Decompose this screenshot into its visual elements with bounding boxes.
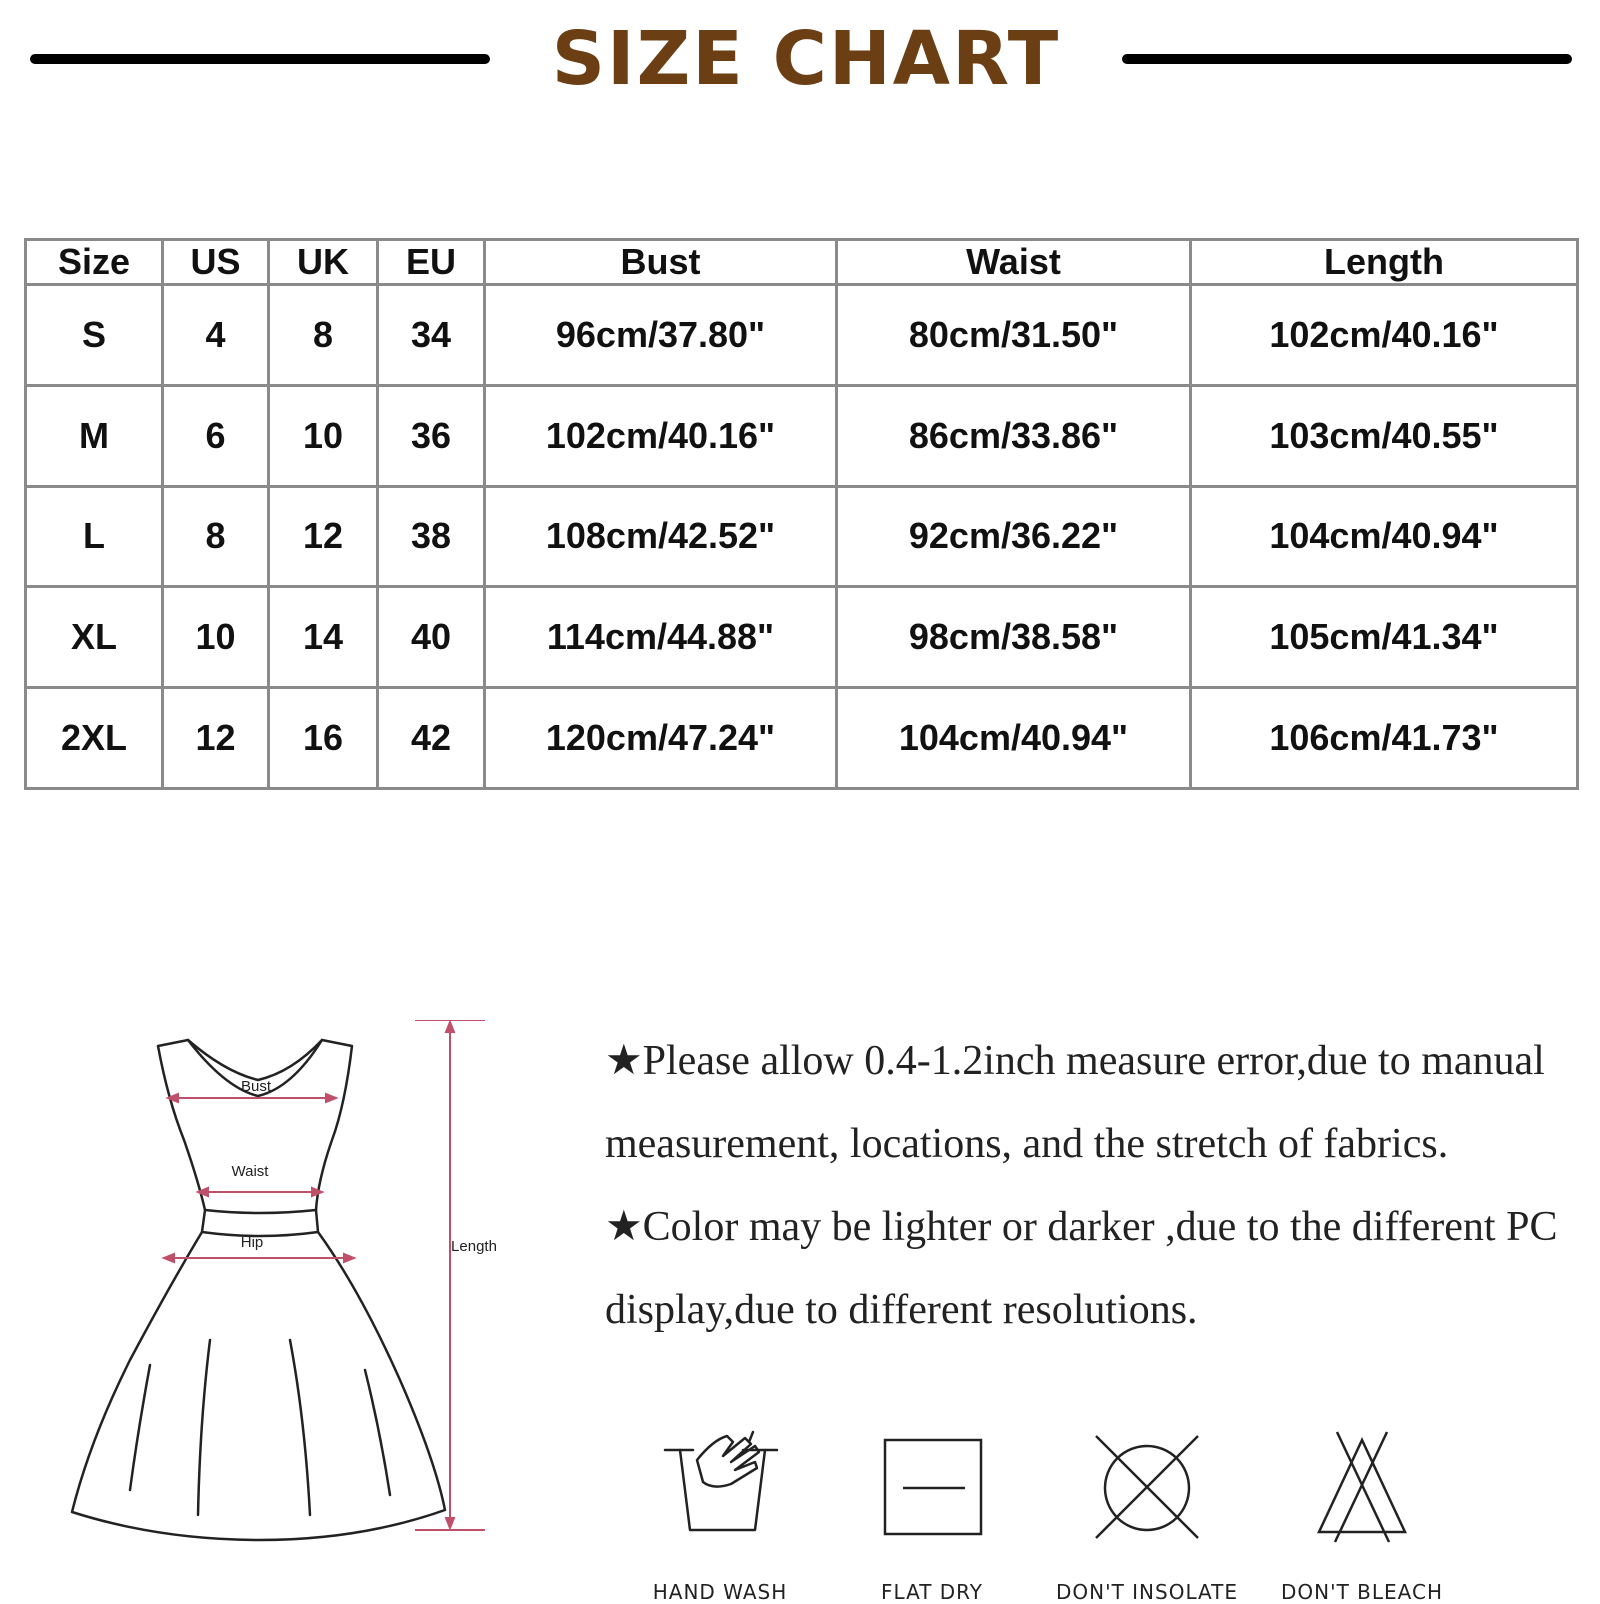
- waist-label: Waist: [231, 1163, 269, 1180]
- cell-length: 105cm/41.34": [1191, 587, 1578, 688]
- cell-bust: 120cm/47.24": [485, 688, 837, 789]
- cell-bust: 114cm/44.88": [485, 587, 837, 688]
- cell-waist: 86cm/33.86": [837, 385, 1191, 486]
- column-header-waist: Waist: [837, 240, 1191, 285]
- cell-bust: 102cm/40.16": [485, 385, 837, 486]
- care-instructions: [620, 1430, 1600, 1604]
- dress-measurement-diagram: [60, 1020, 530, 1590]
- care-item-dont-bleach: [1252, 1430, 1472, 1604]
- cell-size: S: [26, 285, 163, 386]
- cell-eu: 38: [378, 486, 485, 587]
- cell-uk: 16: [269, 688, 378, 789]
- care-item-flat-dry: [822, 1430, 1042, 1604]
- table-row: [26, 486, 1578, 587]
- column-header-us: US: [163, 240, 269, 285]
- cell-waist: 104cm/40.94": [837, 688, 1191, 789]
- hand-wash-icon: [655, 1430, 785, 1550]
- cell-length: 102cm/40.16": [1191, 285, 1578, 386]
- cell-length: 106cm/41.73": [1191, 688, 1578, 789]
- cell-size: M: [26, 385, 163, 486]
- care-label: DON'T BLEACH: [1280, 1580, 1443, 1604]
- size-table: [24, 238, 1579, 790]
- cell-waist: 92cm/36.22": [837, 486, 1191, 587]
- column-header-length: Length: [1191, 240, 1578, 285]
- header-rule-right: [1122, 54, 1572, 64]
- table-row: [26, 285, 1578, 386]
- cell-eu: 34: [378, 285, 485, 386]
- cell-size: 2XL: [26, 688, 163, 789]
- note-measure-error: ★Please allow 0.4-1.2inch measure error,due to manual measurement, locations, and the stretch of fabrics.: [605, 1038, 1545, 1167]
- table-row: [26, 385, 1578, 486]
- cell-length: 104cm/40.94": [1191, 486, 1578, 587]
- cell-uk: 10: [269, 385, 378, 486]
- cell-us: 4: [163, 285, 269, 386]
- cell-us: 10: [163, 587, 269, 688]
- column-header-bust: Bust: [485, 240, 837, 285]
- cell-bust: 108cm/42.52": [485, 486, 837, 587]
- length-label: Length: [451, 1238, 497, 1255]
- cell-eu: 40: [378, 587, 485, 688]
- table-row: [26, 587, 1578, 688]
- column-header-uk: UK: [269, 240, 378, 285]
- care-item-dont-insolate: [1037, 1430, 1257, 1604]
- care-item-hand-wash: [610, 1430, 830, 1604]
- column-header-eu: EU: [378, 240, 485, 285]
- header-rule-left: [30, 54, 490, 64]
- cell-uk: 8: [269, 285, 378, 386]
- hip-label: Hip: [240, 1234, 264, 1251]
- cell-eu: 36: [378, 385, 485, 486]
- header: [0, 0, 1600, 130]
- note-color-variation: ★Color may be lighter or darker ,due to the different PC display,due to different resolutions.: [605, 1204, 1558, 1333]
- cell-size: L: [26, 486, 163, 587]
- cell-waist: 80cm/31.50": [837, 285, 1191, 386]
- cell-waist: 98cm/38.58": [837, 587, 1191, 688]
- cell-uk: 12: [269, 486, 378, 587]
- bust-label: Bust: [240, 1078, 272, 1095]
- notes: [605, 1020, 1595, 1352]
- cell-us: 6: [163, 385, 269, 486]
- care-label: HAND WASH: [652, 1580, 788, 1604]
- care-label: DON'T INSOLATE: [1055, 1580, 1239, 1604]
- table-header-row: [26, 240, 1578, 285]
- care-label: FLAT DRY: [880, 1580, 984, 1604]
- cell-us: 12: [163, 688, 269, 789]
- column-header-size: Size: [26, 240, 163, 285]
- page-title: SIZE CHART: [551, 16, 1061, 102]
- measurement-lines: [164, 1020, 485, 1530]
- dont-bleach-icon: [1297, 1430, 1427, 1550]
- dont-insolate-icon: [1082, 1430, 1212, 1550]
- table-row: [26, 688, 1578, 789]
- cell-size: XL: [26, 587, 163, 688]
- cell-length: 103cm/40.55": [1191, 385, 1578, 486]
- cell-us: 8: [163, 486, 269, 587]
- dress-outline: [72, 1040, 445, 1540]
- cell-bust: 96cm/37.80": [485, 285, 837, 386]
- cell-uk: 14: [269, 587, 378, 688]
- cell-eu: 42: [378, 688, 485, 789]
- flat-dry-icon: [867, 1430, 997, 1550]
